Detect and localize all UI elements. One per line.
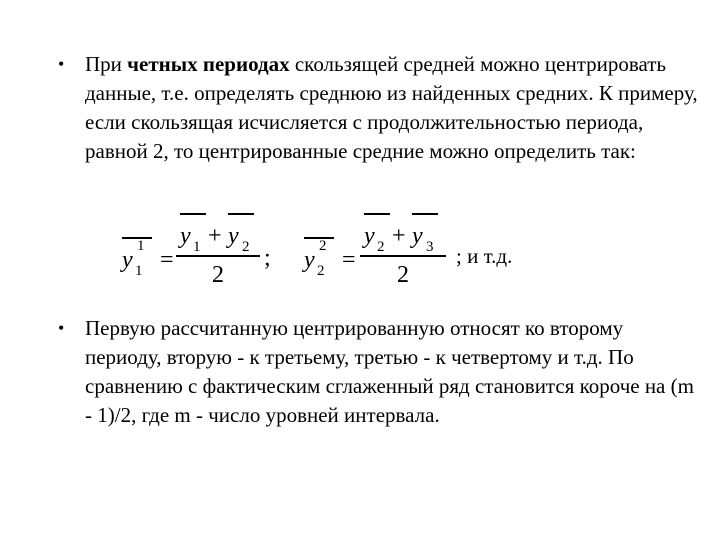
num-b-sub: 2 [242, 239, 250, 255]
lhs-sub: 2 [317, 263, 325, 279]
lhs-sub: 1 [135, 263, 143, 279]
bullet-paragraph-1 [58, 50, 698, 166]
num-a-overline [364, 213, 390, 215]
num-a-var: y [364, 223, 375, 249]
formula-tail-text: ; и т.д. [456, 244, 513, 268]
formula-1 [118, 205, 298, 300]
fraction-line [360, 255, 446, 257]
lhs-var: y [304, 247, 315, 273]
num-a-overline [180, 213, 206, 215]
num-b-sub: 3 [426, 239, 434, 255]
bullet-1-intro: При [85, 52, 128, 76]
plus-sign: + [208, 223, 222, 249]
bullet-text-1 [85, 50, 698, 166]
lhs-sup: 1 [137, 238, 145, 254]
formula-2 [300, 205, 460, 300]
denominator: 2 [212, 262, 224, 288]
separator: ; [264, 245, 271, 271]
fraction-line [176, 255, 260, 257]
lhs-sup: 2 [319, 238, 327, 254]
num-b-overline [228, 213, 254, 215]
plus-sign: + [392, 223, 406, 249]
equals-sign: = [342, 247, 356, 273]
bullet-paragraph-2 [58, 314, 698, 430]
denominator: 2 [397, 262, 409, 288]
num-b-var: y [412, 223, 423, 249]
lhs-var: y [122, 247, 133, 273]
num-a-sub: 1 [193, 239, 201, 255]
num-b-var: y [228, 223, 239, 249]
bullet-1-body: скользящей средней можно центрировать данные, т.е. определять среднюю из найденных средних. К примеру, если скользящая исчисляется с продолжительностью периода, равной 2, то центрированные средние можно определить так: [85, 52, 698, 163]
num-b-overline [412, 213, 438, 215]
num-a-sub: 2 [377, 239, 385, 255]
num-a-var: y [180, 223, 191, 249]
bullet-mark: • [58, 54, 65, 74]
bullet-text-2: Первую рассчитанную центрированную относят ко второму периоду, вторую - к третьему, третью - к четвертому и т.д. По сравнению с фактическим сглаженный ряд становится короче на (m - 1)/2, где m - число уровней интервала. [85, 316, 694, 427]
equals-sign: = [160, 247, 174, 273]
bullet-mark: • [58, 318, 65, 338]
bullet-1-bold-term: четных периодах [127, 52, 290, 76]
